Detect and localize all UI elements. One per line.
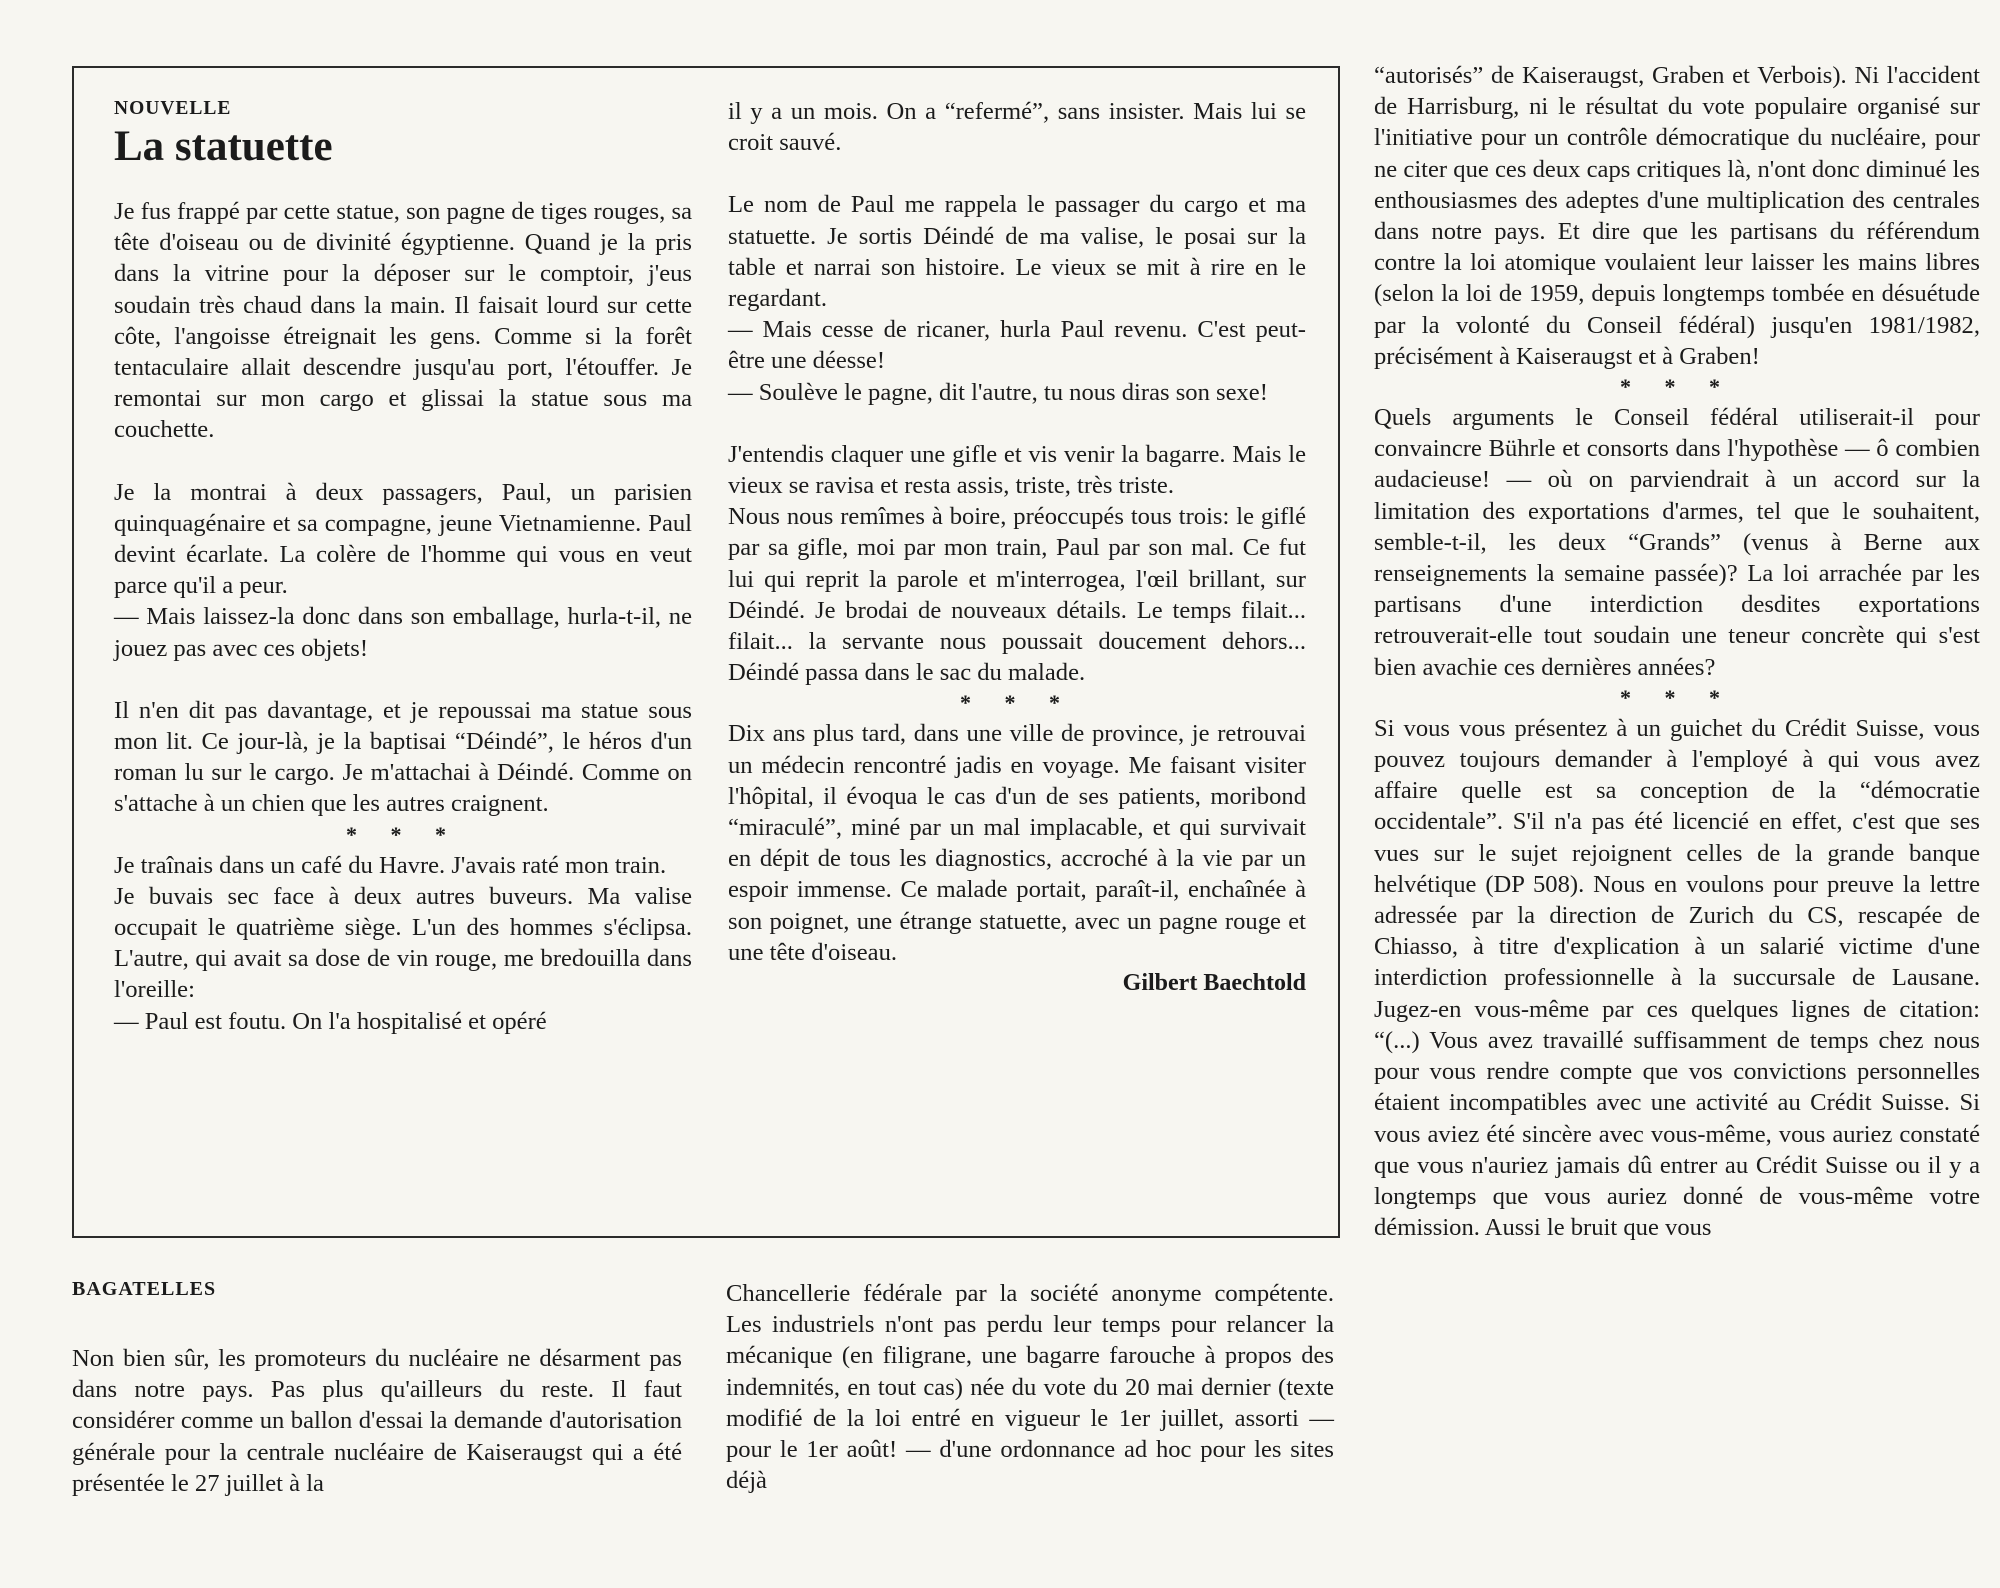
story-paragraph: il y a un mois. On a “refermé”, sans insister. Mais lui se croit sauvé. [728,98,1306,157]
story-column-1 [114,98,692,1037]
section-separator: * * * [1620,684,1734,710]
right-column [1374,60,1980,1243]
story-paragraph: — Mais cesse de ricaner, hurla Paul revenu. C'est peut-être une déesse! [728,316,1306,375]
section-separator: * * * [960,690,1074,716]
story-box [72,66,1340,1238]
bagatelles-title: BAGATELLES [72,1278,217,1300]
column-paragraph: Quels arguments le Conseil fédéral utiliserait-il pour convaincre Bührle et consorts dans l'hypothèse — ô combien audacieuse! — où on parviendrait à un accord sur la limitation des exportations d'armes, tel que le souhaitent, semble-t-il, les deux “Grands” (venus à Berne aux renseignements la semaine passée)? La loi arrachée par les partisans d'une interdiction desdites exportations retrouverait-elle tout soudain une teneur concrète qui s'est bien avachie ces dernières années? [1374,404,1980,681]
story-paragraph: Nous nous remîmes à boire, préoccupés tous trois: le giflé par sa gifle, moi par mon train, Paul par son mal. Ce fut lui qui reprit la parole et m'interrogea, l'œil brillant, sur Déindé. Je brodai de nouveaux détails. Le temps filait... filait... la servante nous poussait doucement dehors... Déindé passa dans le sac du malade. [728,503,1306,687]
story-paragraph: Dix ans plus tard, dans une ville de province, je retrouvai un médecin rencontré jadis en voyage. Me faisant visiter l'hôpital, il évoqua le cas d'un de ses patients, moribond “miraculé”, miné par un mal implacable, et qui survivait en dépit de tous les diagnostics, accroché à la vie par un espoir immense. Ce malade portait, paraît-il, enchaînée à son poignet, une étrange statuette, avec un pagne rouge et une tête d'oiseau. [728,720,1306,966]
story-paragraph: — Soulève le pagne, dit l'autre, tu nous diras son sexe! [728,378,1268,406]
story-paragraph: Je buvais sec face à deux autres buveurs. Ma valise occupait le quatrième siège. L'un des hommes s'éclipsa. L'autre, qui avait sa dose de vin rouge, me bredouilla dans l'oreille: [114,882,692,1004]
bagatelles-column-2 [726,1278,1334,1496]
section-separator: * * * [1620,374,1734,400]
story-title: La statuette [114,123,333,170]
story-paragraph: Je la montrai à deux passagers, Paul, un parisien quinquagénaire et sa compagne, jeune Vietnamienne. Paul devint écarlate. La colère de l'homme qui vous en veut parce qu'il a peur. [114,478,692,600]
story-paragraph: — Paul est foutu. On l'a hospitalisé et opéré [114,1007,547,1035]
story-paragraph: — Mais laissez-la donc dans son emballage, hurla-t-il, ne jouez pas avec ces objets! [114,603,692,662]
story-paragraph: Je traînais dans un café du Havre. J'avais raté mon train. [114,851,667,879]
column-paragraph: “autorisés” de Kaiseraugst, Graben et Verbois). Ni l'accident de Harrisburg, ni le résultat du vote populaire organisé sur l'initiative pour un contrôle démocratique du nucléaire, pour ne citer que ces deux caps critiques là, n'ont donc diminué les enthousiasmes des adeptes d'une multiplication des centrales dans notre pays. Et dire que les partisans du référendum contre la loi atomique voulaient leur laisser les mains libres (selon la loi de 1959, depuis longtemps tombée en désuétude par la volonté du Conseil fédéral) jusqu'en 1981/1982, précisément à Kaiseraugst et à Graben! [1374,62,1980,370]
column-paragraph: Si vous vous présentez à un guichet du Crédit Suisse, vous pouvez toujours demander à l'employé à qui vous avez affaire quelle est sa conception de la “démocratie occidentale”. S'il n'a pas été licencié en effet, c'est que ses vues sur le sujet rejoignent celles de la grande banque helvétique (DP 508). Nous en voulons pour preuve la lettre adressée par la direction de Zurich du CS, rescapée de Chiasso, à titre d'explication à un salarié victime d'une interdiction professionnelle à la succursale de Lausane. Jugez-en vous-même par ces quelques lignes de citation: “(...) Vous avez travaillé suffisamment de temps chez nous pour vous rendre compte que vos convictions personnelles étaient incompatibles avec une activité au Crédit Suisse. Si vous aviez été sincère avec vous-même, vous auriez constaté que vous n'auriez jamais dû entrer au Crédit Suisse ou il y a longtemps que vous auriez donné de vous-même votre démission. Aussi le bruit que vous [1374,714,1980,1242]
story-paragraph: Le nom de Paul me rappela le passager du cargo et ma statuette. Je sortis Déindé de ma valise, le posai sur la table et narrai son histoire. Le vieux se mit à rire en le regardant. [728,191,1306,313]
author-signature: Gilbert Baechtold [1122,970,1306,997]
story-paragraph: Il n'en dit pas davantage, et je repoussai ma statue sous mon lit. Ce jour-là, je la baptisai “Déindé”, le héros d'un roman lu sur le cargo. Je m'attachai à Déindé. Comme on s'attache à un chien que les autres craignent. [114,696,692,818]
story-column-2 [728,96,1306,999]
story-paragraph: J'entendis claquer une gifle et vis venir la bagarre. Mais le vieux se ravisa et resta assis, triste, très triste. [728,440,1306,500]
bagatelles-column-1 [72,1278,682,1499]
section-separator: * * * [346,821,460,847]
story-paragraph: Je fus frappé par cette statue, son pagne de tiges rouges, sa tête d'oiseau ou de divinité égyptienne. Quand je la pris dans la vitrine pour la déposer sur le comptoir, j'eus soudain très chaud dans la main. Il faisait lourd sur cette côte, l'angoisse étreignait les gens. Comme si la forêt tentaculaire allait descendre jusqu'au port, l'étouffer. Je remontai sur mon cargo et glissai la statue sous ma couchette. [114,198,692,444]
story-kicker: NOUVELLE [114,98,232,119]
bagatelles-paragraph: Non bien sûr, les promoteurs du nucléaire ne désarment pas dans notre pays. Pas plus qu'ailleurs du reste. Il faut considérer comme un ballon d'essai la demande d'autorisation générale pour la centrale nucléaire de Kaiseraugst qui a été présentée le 27 juillet à la [72,1345,682,1497]
bagatelles-paragraph: Chancellerie fédérale par la société anonyme compétente. Les industriels n'ont pas perdu leur temps pour relancer la mécanique (en filigrane, une bagarre farouche à propos des indemnités, en tout cas) née du vote du 20 mai dernier (texte modifié de la loi entré en vigueur le 1er juillet, assorti — pour le 1er août! — d'une ordonnance ad hoc pour les sites déjà [726,1280,1334,1495]
